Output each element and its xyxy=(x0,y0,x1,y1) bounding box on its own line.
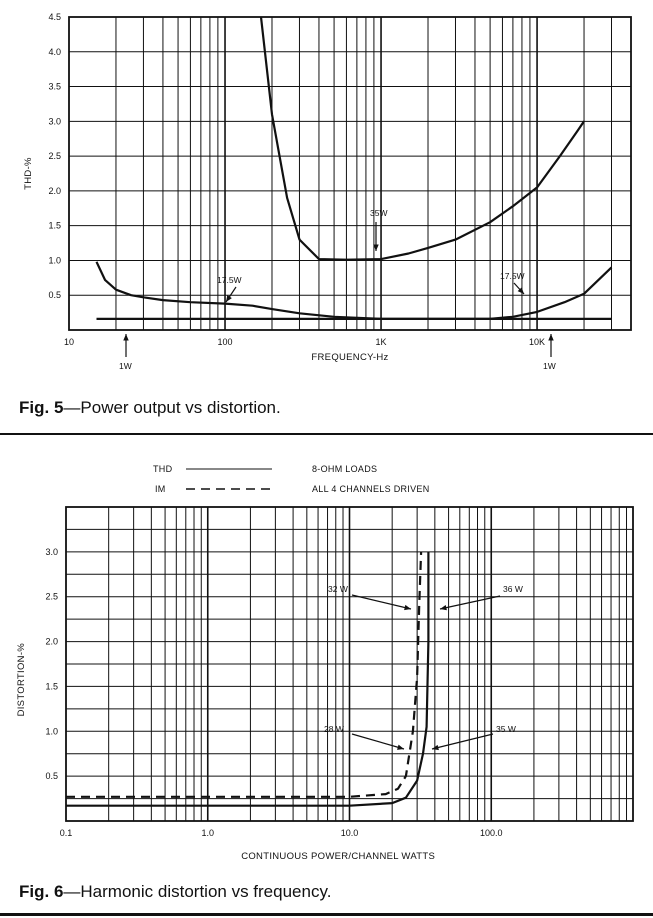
chart2-legend-note-channels: ALL 4 CHANNELS DRIVEN xyxy=(312,484,430,494)
chart1-ytick-label: 3.0 xyxy=(48,116,61,127)
chart1-annotation-17-5w-left: 17.5W xyxy=(217,275,242,285)
fig6-caption xyxy=(19,882,331,902)
chart1-ytick-label: 4.5 xyxy=(48,12,61,22)
chart1-xtick-label: 1K xyxy=(375,337,387,347)
chart1-ytick-label: 1.5 xyxy=(48,220,61,231)
chart2-ytick-label: 0.5 xyxy=(45,771,58,782)
chart2-series-line xyxy=(66,552,421,797)
figure-divider xyxy=(0,433,653,435)
chart2-xtick-label: 1.0 xyxy=(201,828,215,838)
chart2-y-axis-label: DISTORTION-% xyxy=(16,642,27,717)
chart2-legend-thd-label: THD xyxy=(153,464,173,474)
chart1-ytick-label: 4.0 xyxy=(48,46,61,57)
chart1-arrow-1w-left-head xyxy=(123,334,128,340)
chart2-legend-im-label: IM xyxy=(155,484,166,494)
chart2-legend-note-loads: 8-OHM LOADS xyxy=(312,464,378,474)
chart2-annotation-35w: 35 W xyxy=(496,724,516,734)
chart2-ytick-label: 1.5 xyxy=(45,681,58,692)
chart1-ytick-label: 3.5 xyxy=(48,81,61,92)
chart1-ytick-label: 1.0 xyxy=(48,255,61,266)
chart2-ytick-label: 1.0 xyxy=(45,726,58,737)
chart1-series-line xyxy=(261,17,584,260)
fig5-title: —Power output vs distortion. xyxy=(63,398,281,417)
bottom-divider xyxy=(0,913,653,916)
chart1-x-axis-label: FREQUENCY-Hz xyxy=(311,352,389,363)
chart1-arrow-1w-right-head xyxy=(548,334,553,340)
chart2-ytick-label: 2.5 xyxy=(45,591,58,602)
fig5-number: Fig. 5 xyxy=(19,398,64,417)
chart1-series-line xyxy=(97,262,612,319)
chart2-arrow-36w-head xyxy=(440,605,447,610)
chart2-arrow-28w-head xyxy=(397,745,404,750)
chart1-annotation-1w-left: 1W xyxy=(119,361,132,371)
chart1-annotation-1w-right: 1W xyxy=(543,361,556,371)
chart2-annotation-28w: 28 W xyxy=(324,724,344,734)
chart1-xtick-label: 100 xyxy=(217,337,233,347)
chart1-xtick-label: 10K xyxy=(529,337,546,347)
fig6-title: —Harmonic distortion vs frequency. xyxy=(63,882,332,901)
chart1-ytick-label: 2.5 xyxy=(48,151,61,162)
fig6-number: Fig. 6 xyxy=(19,882,64,901)
chart2-ytick-label: 2.0 xyxy=(45,636,58,647)
chart2-arrow-35w xyxy=(432,734,493,749)
fig5-caption xyxy=(19,398,281,418)
chart2-ytick-label: 3.0 xyxy=(45,546,58,557)
chart1-arrow-17-5w-left-head xyxy=(226,295,232,302)
chart2-xtick-label: 100.0 xyxy=(479,828,503,838)
chart2-annotation-36w: 36 W xyxy=(503,584,523,594)
chart1-xtick-label: 10 xyxy=(63,337,75,347)
chart1-annotation-35w: 35W xyxy=(370,208,388,218)
chart1-y-axis-label: THD-% xyxy=(23,157,34,190)
chart1-ytick-label: 2.0 xyxy=(48,185,61,196)
chart2-xtick-label: 10.0 xyxy=(340,828,359,838)
chart2-x-axis-label: CONTINUOUS POWER/CHANNEL WATTS xyxy=(241,851,436,862)
chart2-arrow-28w xyxy=(352,734,404,749)
chart2-series-line xyxy=(66,552,428,806)
chart1-ytick-label: 0.5 xyxy=(48,290,61,301)
chart1-annotation-17-5w-right: 17.5W xyxy=(500,271,525,281)
chart2-annotation-32w: 32 W xyxy=(328,584,348,594)
chart2-xtick-label: 0.1 xyxy=(59,828,73,838)
